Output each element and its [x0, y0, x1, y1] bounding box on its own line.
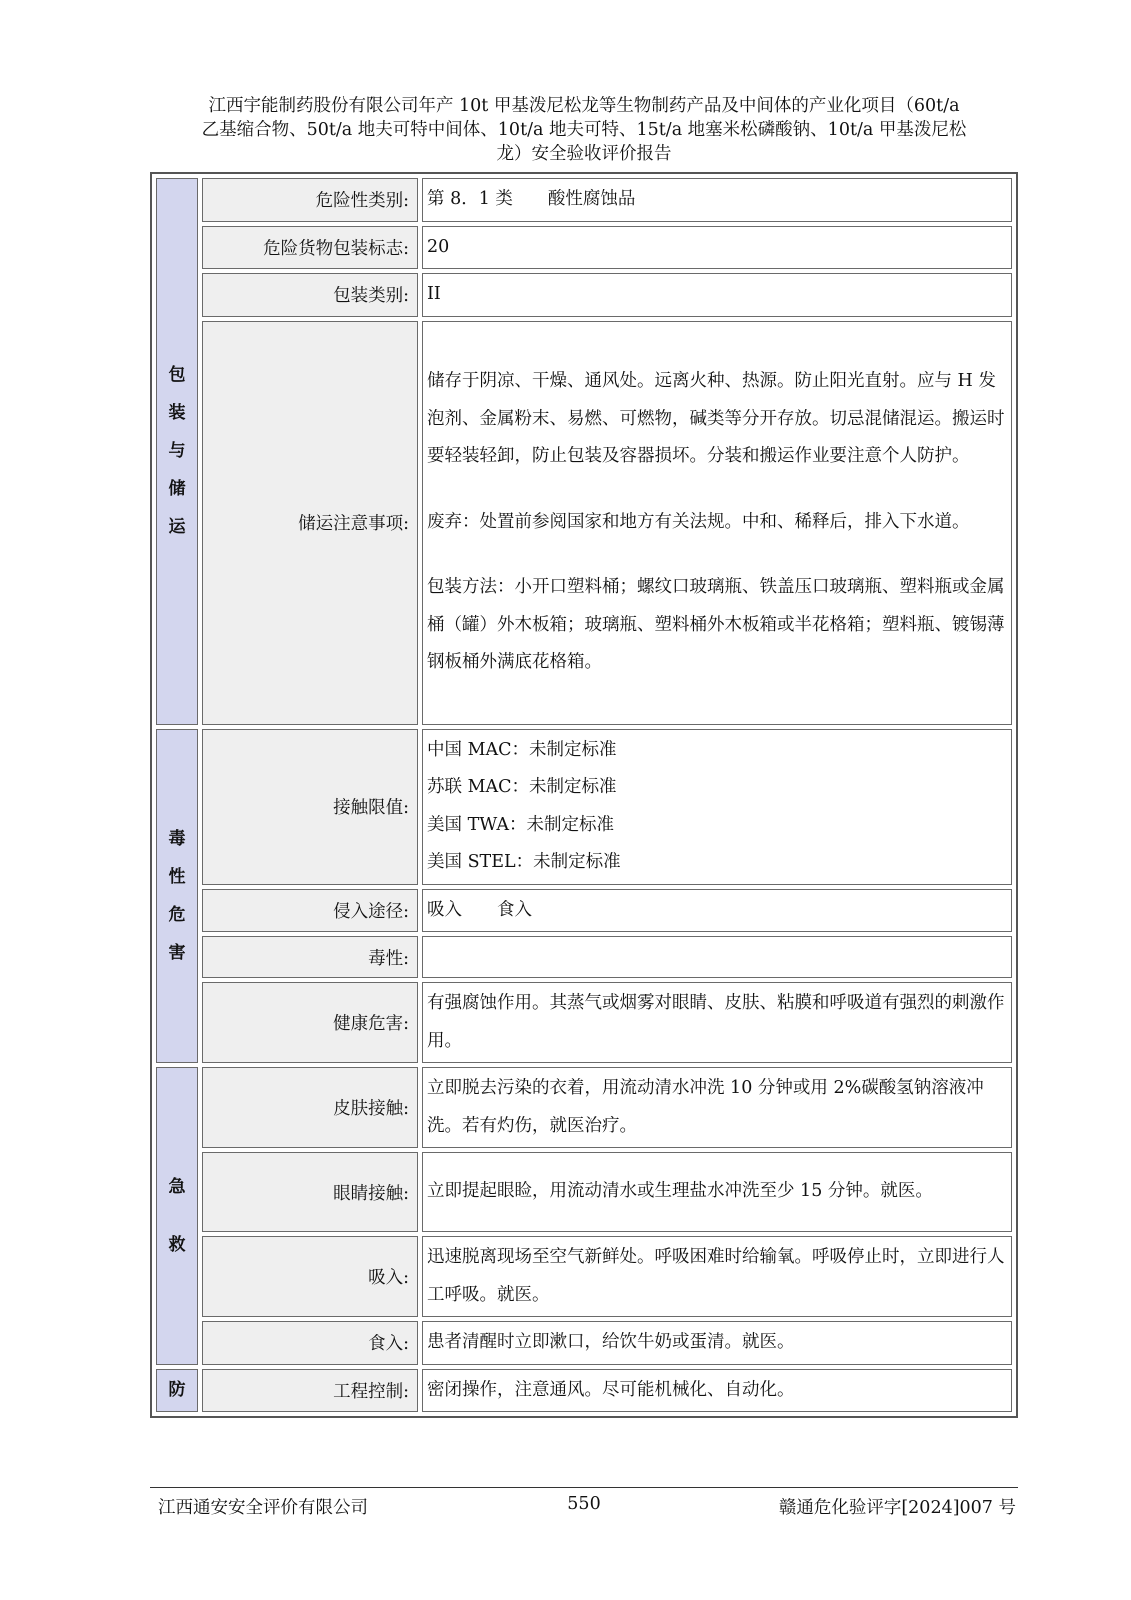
package-mark-value: 20 [422, 226, 1012, 270]
section-packaging-storage: 包 装 与 储 运 [156, 178, 198, 725]
exposure-us-twa: 美国 TWA：未制定标准 [427, 814, 614, 835]
section-toxicity: 毒 性 危 害 [156, 729, 198, 1064]
eye-contact-value: 立即提起眼睑，用流动清水或生理盐水冲洗至少 15 分钟。就医。 [422, 1152, 1012, 1232]
health-hazard-label: 健康危害: [202, 982, 418, 1063]
skin-contact-value: 立即脱去污染的衣着，用流动清水冲洗 10 分钟或用 2%碳酸氢钠溶液冲洗。若有灼伤，就医治疗。 [422, 1067, 1012, 1148]
exposure-limit-value [422, 729, 1012, 885]
toxicity-label: 毒性: [202, 936, 418, 978]
package-mark-label: 危险货物包装标志: [202, 226, 418, 270]
page-footer [150, 1487, 1018, 1518]
exposure-china: 中国 MAC：未制定标准 [427, 739, 617, 760]
ingestion-value: 患者清醒时立即漱口，给饮牛奶或蛋清。就医。 [422, 1321, 1012, 1365]
exposure-us-stel: 美国 STEL：未制定标准 [427, 852, 621, 872]
health-hazard-value: 有强腐蚀作用。其蒸气或烟雾对眼睛、皮肤、粘膜和呼吸道有强烈的刺激作用。 [422, 982, 1012, 1063]
route-label: 侵入途径: [202, 889, 418, 933]
header-line-3: 龙）安全验收评价报告 [496, 144, 672, 164]
disposal-paragraph: 废弃：处置前参阅国家和地方有关法规。中和、稀释后，排入下水道。 [427, 511, 970, 532]
package-class-label: 包装类别: [202, 273, 418, 317]
storage-label: 储运注意事项: [202, 321, 418, 725]
hazard-class-label: 危险性类别: [202, 178, 418, 222]
toxicity-value [422, 936, 1012, 978]
storage-paragraph: 储存于阴凉、干燥、通风处。远离火种、热源。防止阳光直射。应与 H 发泡剂、金属粉末、易燃、可燃物，碱类等分开存放。切忌混储混运。搬运时要轻装轻卸，防止包装及容器损坏。分装和搬运作业要注意个人防护。 [427, 371, 1005, 467]
ingestion-label: 食入: [202, 1321, 418, 1365]
header-line-1: 江西宇能制药股份有限公司年产 10t 甲基泼尼松龙等生物制药产品及中间体的产业化项目（60t/a [208, 96, 960, 116]
document-number: 赣通危化验评字[2024]007 号 [778, 1498, 1016, 1518]
exposure-ussr: 苏联 MAC：未制定标准 [427, 777, 617, 797]
engineering-control-label: 工程控制: [202, 1369, 418, 1413]
engineering-control-value: 密闭操作，注意通风。尽可能机械化、自动化。 [422, 1369, 1012, 1413]
exposure-limit-label: 接触限值: [202, 729, 418, 885]
hazard-class-value: 第 8．1 类 酸性腐蚀品 [422, 178, 1012, 222]
section-protection: 防 [156, 1369, 198, 1413]
package-class-value: II [422, 273, 1012, 317]
packing-method-paragraph: 包装方法：小开口塑料桶；螺纹口玻璃瓶、铁盖压口玻璃瓶、塑料瓶或金属桶（罐）外木板箱；玻璃瓶、塑料桶外木板箱或半花格箱；塑料瓶、镀锡薄钢板桶外满底花格箱。 [427, 577, 1005, 673]
section-first-aid: 急 救 [156, 1067, 198, 1365]
header-line-2: 乙基缩合物、50t/a 地夫可特中间体、10t/a 地夫可特、15t/a 地塞米松磷酸钠、10t/a 甲基泼尼松 [201, 120, 967, 140]
footer-company: 江西通安安全评价有限公司 [158, 1498, 368, 1518]
page-header [150, 94, 1018, 166]
storage-value [422, 321, 1012, 725]
route-value: 吸入 食入 [422, 889, 1012, 933]
skin-contact-label: 皮肤接触: [202, 1067, 418, 1148]
inhalation-value: 迅速脱离现场至空气新鲜处。呼吸困难时给输氧。呼吸停止时，立即进行人工呼吸。就医。 [422, 1236, 1012, 1317]
eye-contact-label: 眼睛接触: [202, 1152, 418, 1232]
page-number: 550 [567, 1494, 601, 1514]
inhalation-label: 吸入: [202, 1236, 418, 1317]
msds-table [150, 172, 1018, 1418]
